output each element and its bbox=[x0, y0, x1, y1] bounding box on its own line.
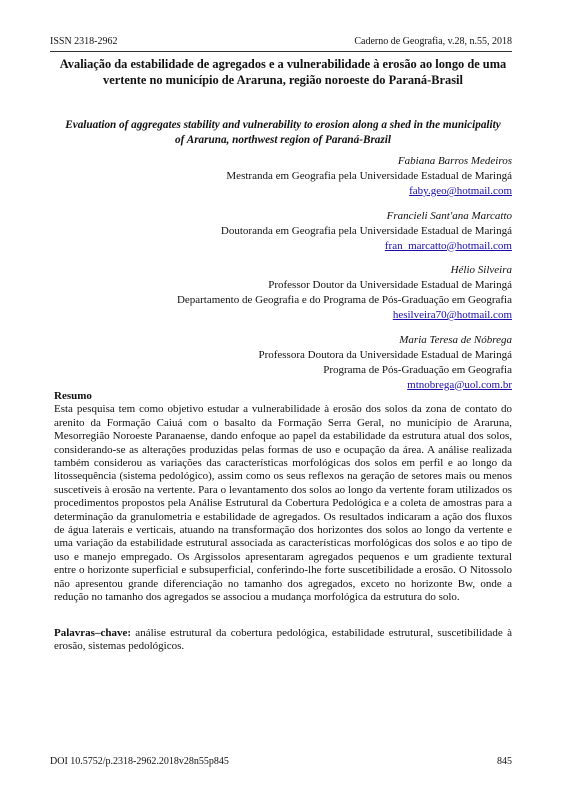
author-name: Fabiana Barros Medeiros bbox=[397, 155, 512, 167]
author-name: Maria Teresa de Nóbrega bbox=[399, 333, 512, 346]
author-email[interactable]: hesilveira70@hotmail.com bbox=[392, 309, 512, 321]
author-name: Hélio Silveira bbox=[450, 264, 512, 276]
keywords-label: Palavras–chave: bbox=[54, 627, 131, 639]
article-title-english: Evaluation of aggregates stability and vulnerability to erosion along a shed in the municipality of Araruna, northwest region of Paraná-Brazil bbox=[65, 119, 501, 146]
author-email[interactable]: mtnobrega@uol.com.br bbox=[407, 378, 512, 391]
author-affiliation: Mestranda em Geografia pela Universidade Estadual de Maringá bbox=[226, 170, 512, 182]
author-affiliation: Professora Doutora da Universidade Estadual de Maringá bbox=[258, 348, 512, 361]
author-affiliation: Programa de Pós-Graduação em Geografia bbox=[323, 363, 512, 376]
author-email[interactable]: fran_marcatto@hotmail.com bbox=[384, 239, 512, 252]
journal-citation: Caderno de Geografia, v.28, n.55, 2018 bbox=[354, 36, 512, 47]
author-affiliation: Doutoranda em Geografia pela Universidade Estadual de Maringá bbox=[220, 224, 512, 237]
running-header bbox=[50, 36, 512, 48]
author-affiliation: Departamento de Geografia e do Programa de Pós-Graduação em Geografia bbox=[176, 294, 512, 306]
doi: DOI 10.5752/p.2318-2962.2018v28n55p845 bbox=[50, 756, 229, 767]
author-list bbox=[42, 154, 512, 402]
author-email[interactable]: faby.geo@hotmail.com bbox=[409, 185, 512, 197]
author-block bbox=[42, 263, 512, 323]
keywords bbox=[54, 627, 512, 654]
keywords-text: análise estrutural da cobertura pedológica, estabilidade estrutural, suscetibilidade à erosão, sistemas pedológicos. bbox=[54, 627, 512, 653]
author-name: Francieli Sant'ana Marcatto bbox=[386, 209, 512, 222]
header-rule bbox=[50, 51, 512, 52]
author-block bbox=[42, 154, 512, 199]
issn: ISSN 2318-2962 bbox=[50, 36, 118, 47]
abstract-heading: Resumo bbox=[54, 390, 92, 402]
page-number: 845 bbox=[497, 756, 512, 767]
abstract-body: Esta pesquisa tem como objetivo estudar a vulnerabilidade à erosão dos solos da zona de contato do arenito da Formação Caiuá com o basalto da Formação Serra Geral, no município de Araruna, Mesorregião Noroeste Paranaense, dando enfoque ao papel da estabilidade da estrutura atual dos solos, considerando-se as alterações produzidas pelas formas de uso e ocupação da área. A análise realizada também considerou as variações das características morfológicas dos solos em perfil e ao longo da litossequência (sistema pedológico), assim como os seus reflexos na geração de setores mais ou menos suscetíveis à erosão na vertente. Para o levantamento dos solos ao longo da vertente foram utilizados os procedimentos propostos pela Análise Estrutural da Cobertura Pedológica e a coleta de amostras para a determinação da granulometria e estabilidade de agregados. Os resultados indicaram a ação dos fluxos de água laterais e verticais, atuando na transformação dos horizontes dos solos ao longo da vertente e uma variação da estabilidade estrutural associada as características morfológicas dos solos e ao tipo de uso e manejo empregado. Os Argissolos apresentaram agregados pequenos e um gradiente textural entre o horizonte superficial e subsuperficial, conferindo-lhe forte suscetibilidade a erosão. O Nitossolo não apresentou grande diferenciação no tamanho dos agregados, exceto no horizonte Bw, onde a redução no tamanho dos agregados se associou a mudança morfológica da estrutura do solo. bbox=[54, 403, 512, 604]
author-block bbox=[42, 209, 512, 254]
author-block bbox=[42, 333, 512, 393]
author-affiliation: Professor Doutor da Universidade Estadual de Maringá bbox=[268, 279, 512, 291]
page-footer bbox=[50, 756, 512, 768]
article-title: Avaliação da estabilidade de agregados e a vulnerabilidade à erosão ao longo de uma vertente no município de Araruna, região noroeste do Paraná-Brasil bbox=[59, 57, 507, 87]
abstract bbox=[54, 390, 512, 605]
